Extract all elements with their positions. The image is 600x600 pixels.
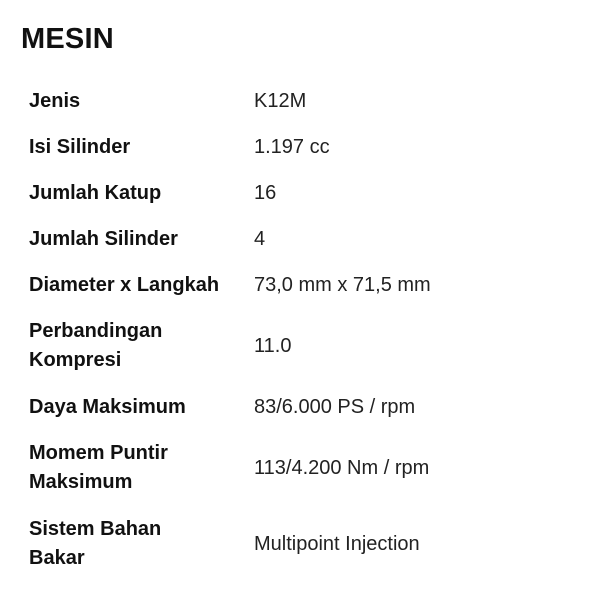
spec-row-sistem-bahan-bakar [29, 506, 589, 582]
spec-value: K12M [254, 89, 307, 112]
spec-row-momem-puntir [29, 430, 589, 506]
spec-row-diameter-langkah [29, 262, 589, 308]
spec-row-daya-maksimum [29, 384, 589, 430]
spec-label: Momem Puntir Maksimum [29, 442, 168, 493]
spec-row-jumlah-katup [29, 170, 589, 216]
spec-value: Multipoint Injection [254, 532, 420, 555]
spec-value: 16 [254, 181, 277, 204]
spec-row-jumlah-silinder [29, 216, 589, 262]
spec-value: 113/4.200 Nm / rpm [254, 456, 430, 479]
spec-value: 83/6.000 PS / rpm [254, 395, 416, 418]
spec-value: 1.197 cc [254, 135, 330, 158]
spec-value: 11.0 [254, 334, 292, 357]
spec-row-isi-silinder [29, 124, 589, 170]
spec-value: 4 [254, 227, 266, 250]
spec-row-jenis [29, 78, 589, 124]
spec-table [29, 78, 589, 582]
section-title: MESIN [21, 23, 114, 55]
spec-value: 73,0 mm x 71,5 mm [254, 273, 431, 296]
spec-row-perbandingan-kompresi [29, 308, 589, 384]
spec-label: Jumlah Silinder [29, 227, 178, 250]
spec-label: Jenis [29, 89, 81, 112]
spec-label: Sistem Bahan Bakar [29, 518, 162, 569]
spec-label: Jumlah Katup [29, 181, 162, 204]
spec-label: Diameter x Langkah [29, 273, 220, 296]
spec-label: Daya Maksimum [29, 395, 186, 418]
spec-label: Perbandingan Kompresi [29, 320, 163, 371]
spec-label: Isi Silinder [29, 135, 131, 158]
